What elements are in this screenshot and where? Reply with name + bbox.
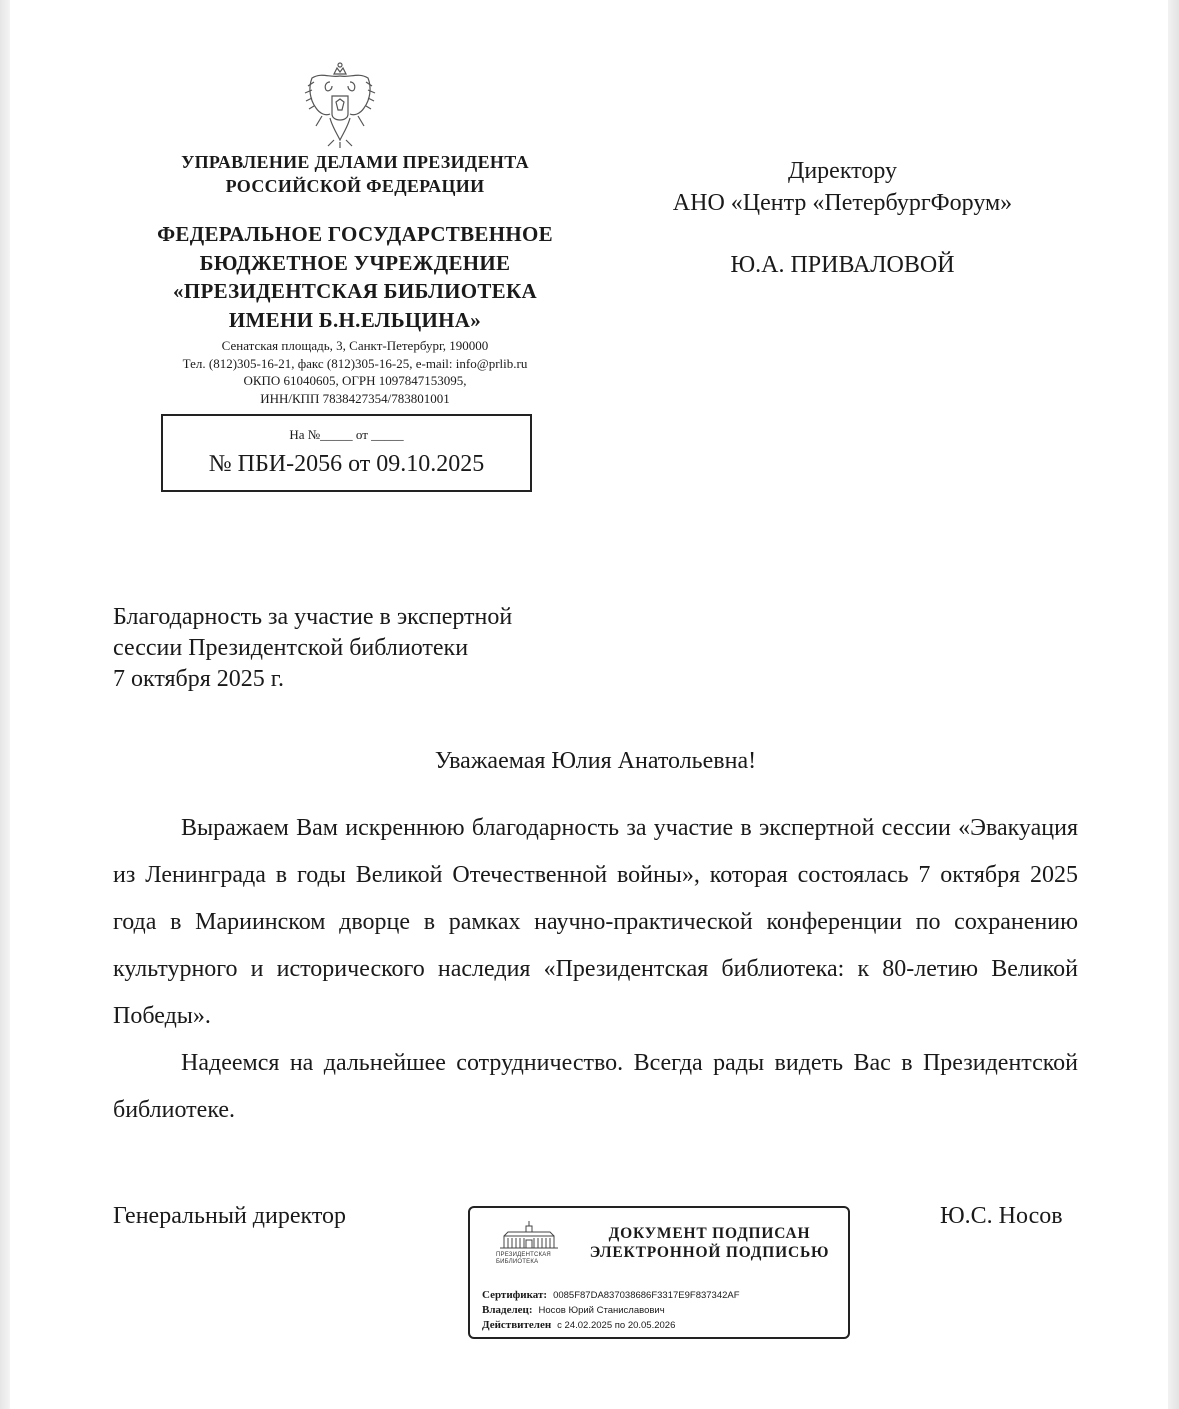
esign-certificate-row (482, 1288, 842, 1303)
page-edge-right (1168, 0, 1179, 1409)
subject-line: Благодарность за участие в экспертной (113, 604, 513, 630)
subject-line: сессии Президентской библиотеки (113, 635, 469, 661)
letter-body (113, 805, 1078, 1134)
page-edge-left (0, 0, 10, 1409)
certificate-value: 0085F87DA837038686F3317E9F837342AF (553, 1290, 740, 1301)
org-contacts: Тел. (812)305-16-21, факс (812)305-16-25, e-mail: info@prlib.ru (182, 355, 528, 371)
recipient-organization: АНО «Центр «ПетербургФорум» (672, 190, 1013, 216)
org-name-line: ИМЕНИ Б.Н.ЕЛЬЦИНА» (228, 307, 482, 332)
parent-organization (110, 150, 600, 198)
recipient-position: Директору (787, 158, 898, 184)
certificate-label: Сертификат: (482, 1289, 548, 1301)
esign-title-line: ДОКУМЕНТ ПОДПИСАН (608, 1225, 811, 1242)
owner-value: Носов Юрий Станиславович (538, 1305, 665, 1316)
esign-owner-row (482, 1303, 842, 1318)
recipient-name: Ю.А. ПРИВАЛОВОЙ (730, 252, 955, 278)
org-okpo-ogrn: ОКПО 61040605, ОГРН 1097847153095, (243, 373, 467, 388)
recipient-block (620, 155, 1065, 281)
owner-label: Владелец: (482, 1304, 533, 1316)
signatory-name: Ю.С. Носов (940, 1203, 1063, 1229)
organization-details (110, 337, 600, 407)
org-name-line: ФЕДЕРАЛЬНОЕ ГОСУДАРСТВЕННОЕ (157, 222, 553, 246)
salutation: Уважаемая Юлия Анатольевна! (434, 748, 757, 774)
esign-title-line: ЭЛЕКТРОННОЙ ПОДПИСЬЮ (589, 1244, 830, 1261)
org-address: Сенатская площадь, 3, Санкт-Петербург, 190000 (221, 338, 489, 353)
esign-title (582, 1224, 837, 1262)
logo-text-line: БИБЛИОТЕКА (496, 1259, 539, 1265)
subject-line: 7 октября 2025 г. (113, 666, 284, 692)
reference-template: На №_____ от _____ (289, 427, 404, 442)
reference-box (161, 414, 532, 492)
signatory-title: Генеральный директор (113, 1203, 347, 1229)
org-name-line: БЮДЖЕТНОЕ УЧРЕЖДЕНИЕ (199, 250, 511, 275)
electronic-signature-stamp (468, 1206, 850, 1339)
body-paragraph: Выражаем Вам искреннюю благодарность за участие в экспертной сессии «Эвакуация из Ленинграда в годы Великой Отечественной войны», которая состоялась 7 октября 2025 года в Мариинском дворце в рамках научно-практической конференции по сохранению культурного и исторического наследия «Президентская библиотека: к 80-летию Великой Победы». (113, 815, 1078, 1029)
valid-label: Действителен (482, 1319, 552, 1331)
esign-details (482, 1288, 842, 1333)
valid-value: с 24.02.2025 по 20.05.2026 (557, 1320, 676, 1331)
parent-org-line: РОССИЙСКОЙ ФЕДЕРАЦИИ (225, 176, 485, 196)
org-name-line: «ПРЕЗИДЕНТСКАЯ БИБЛИОТЕКА (173, 279, 537, 303)
logo-text-line: ПРЕЗИДЕНТСКАЯ (496, 1252, 551, 1258)
letter-subject (113, 602, 593, 695)
esign-valid-row (482, 1318, 842, 1333)
library-logo (496, 1218, 562, 1268)
library-building-icon (496, 1218, 562, 1252)
letterhead (110, 150, 600, 407)
org-inn-kpp: ИНН/КПП 7838427354/783801001 (260, 390, 450, 406)
body-paragraph: Надеемся на дальнейшее сотрудничество. Всегда рады видеть Вас в Президентской библиотеке. (113, 1050, 1078, 1123)
reference-number: № ПБИ-2056 от 09.10.2025 (208, 451, 485, 477)
coat-of-arms-icon (300, 60, 380, 150)
organization-name (110, 220, 600, 334)
parent-org-line: УПРАВЛЕНИЕ ДЕЛАМИ ПРЕЗИДЕНТА (181, 152, 529, 172)
